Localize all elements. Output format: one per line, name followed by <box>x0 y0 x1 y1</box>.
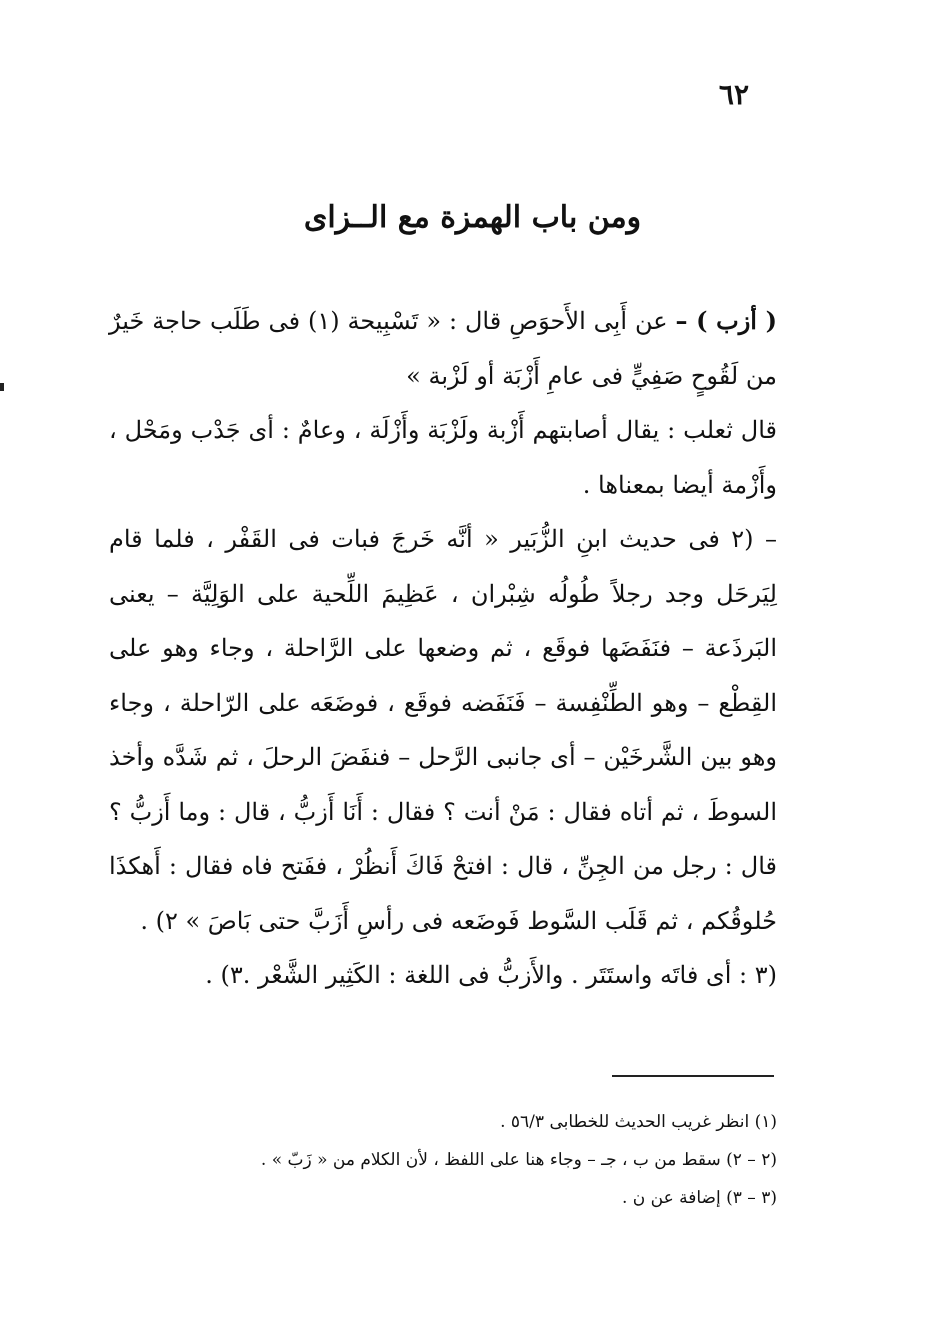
footnote: (١) انظر غريب الحديث للخطابى ٥٦/٣ . <box>500 1112 777 1132</box>
footnotes <box>97 1103 777 1217</box>
entry-text: – (٢ فى حديث ابنِ الزُّبَير « أنَّه خَرجَ فبات فى القَفْر ، فلما قام لِيَرحَل وجد رجلاً طُولُه شِبْران ، عَظِيمَ اللِّحية على الوَلِيَّة – يعنى البَرذَعة – فنَفَضَها فوقَع ، ثم وضعها على الرَّاحلة ، وجاء وهو على القِطْع – وهو الطِّنْفِسة – فَنَفَضه فوقَع ، فوضَعَه على الرّاحلة ، وجاء وهو بين الشَّرخَيْن – أى جانبى الرَّحل – فنفَضَ الرحلَ ، ثم شَدَّه وأخذ السوطَ ، ثم أتاه فقال : مَنْ أنت ؟ فقال : أَنَا أَزبُّ ، قال : وما أَزبُّ ؟ قال : رجل من الجِنِّ ، قال : افتحْ فَاكَ أَنظُرْ ، ففَتح فاه فقال : أَهكذَا حُلوقُكم ، ثم قَلَب السَّوط فَوضَعه فى رأسِ أَزَبَّ حتى بَاصَ » ٢) . <box>109 525 777 935</box>
entry-paragraph <box>109 512 777 948</box>
margin-mark <box>0 383 4 391</box>
entry-paragraph <box>109 948 777 1003</box>
page-number: ٦٢ <box>718 78 749 111</box>
entry-text: عن أَبِى الأَحوَصِ قال : « تَسْبِيحة (١) فى طَلَب حاجة خَيرٌ من لَقُوحٍ صَفِيٍّ فى عامِ أَزْبَة أو لَزْبة » <box>109 307 777 390</box>
entry-text: قال ثعلب : يقال أصابتهم أَزْبة ولَزْبَة وأَزْلَة ، وعامٌ : أى جَدْب ومَحْل ، وأَزْمة أيضا بمعناها . <box>109 416 777 499</box>
entry-headword: ( أزب ) – <box>675 306 777 335</box>
footnote: (٣ – ٣) إضافة عن ن . <box>621 1188 777 1208</box>
footnote: (٢ – ٢) سقط من ب ، جـ – وجاء هنا على اللفظ ، لأن الكلام من « زَبّ » . <box>260 1150 777 1170</box>
chapter-title: ومن باب الهمزة مع الــزاى <box>303 200 642 235</box>
entry-text: (٣ : أى فاتَه واستَتَر . والأَزبُّ فى اللغة : الكَثِير الشَّعْر .٣) . <box>205 961 777 989</box>
entry-paragraph <box>109 403 777 512</box>
footnote-separator <box>612 1075 774 1077</box>
main-text <box>109 294 777 1003</box>
entry-paragraph <box>109 294 777 403</box>
